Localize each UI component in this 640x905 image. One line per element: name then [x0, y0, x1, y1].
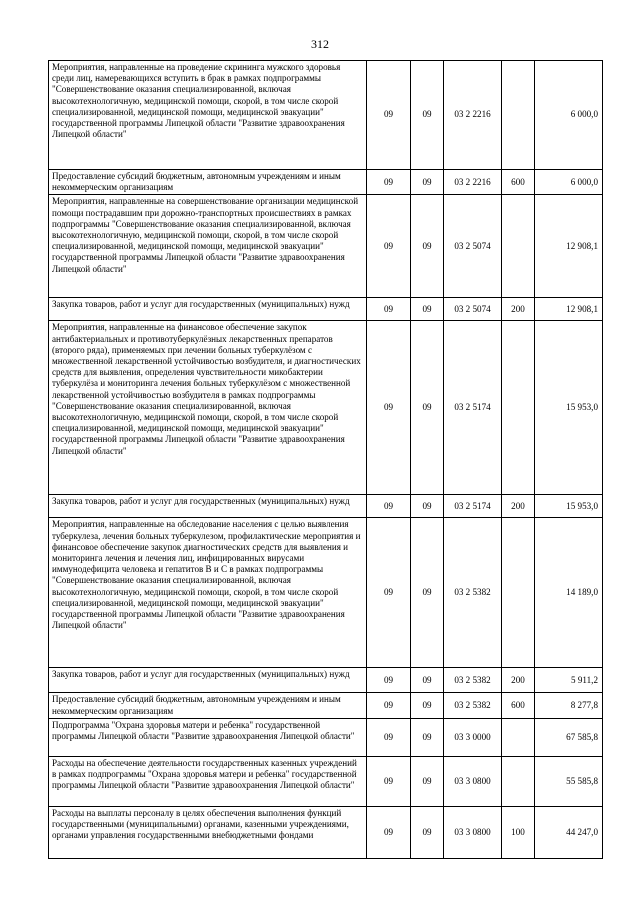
row-name-cell: Расходы на выплаты персоналу в целях обеспечения выполнения функций государственными (муниципальными) органами, казенными учреждениями, органами управления государственными внебюджетными фондами	[49, 806, 367, 858]
sum-cell: 55 585,8	[535, 756, 603, 806]
row-name-cell: Расходы на обеспечение деятельности государственных казенных учреждений в рамках подпрограммы "Охрана здоровья матери и ребенка" государственной программы Липецкой области "Развитие здравоохранения Липецкой области"	[49, 756, 367, 806]
podrazdel-cell: 09	[411, 806, 444, 858]
razdel-cell: 09	[367, 321, 411, 495]
razdel-cell: 09	[367, 61, 411, 170]
row-name-cell: Мероприятия, направленные на совершенствование организации медицинской помощи пострадавшим при дорожно-транспортных происшествиях в рамках подпрограммы "Совершенствование оказания специализированной, включая высокотехнологичную, медицинской помощи, скорой, в том числе скорой специализированной, медицинской помощи, медицинской эвакуации" государственной программы Липецкой области "Развитие здравоохранения Липецкой области"	[49, 195, 367, 298]
sum-cell: 6 000,0	[535, 170, 603, 195]
csr-cell: 03 2 5382	[444, 693, 502, 718]
vr-cell: 100	[502, 806, 535, 858]
sum-cell: 14 189,0	[535, 518, 603, 668]
vr-cell	[502, 718, 535, 756]
razdel-cell: 09	[367, 668, 411, 693]
row-name-cell: Закупка товаров, работ и услуг для государственных (муниципальных) нужд	[49, 495, 367, 518]
razdel-cell: 09	[367, 195, 411, 298]
row-name-cell: Мероприятия, направленные на финансовое обеспечение закупок антибактериальных и противотуберкулёзных лекарственных препаратов (второго ряда), применяемых при лечении больных туберкулёзом с множественной лекарственной устойчивостью возбудителя, и диагностических средств для выявления, определения чувствительности микобактерии туберкулёза и мониторинга лечения больных туберкулёзом с множественной лекарственной устойчивостью возбудителя в рамках подпрограммы "Совершенствование оказания специализированной, включая высокотехнологичную, медицинской помощи, скорой, в том числе скорой специализированной, медицинской помощи, медицинской эвакуации" государственной программы Липецкой области "Развитие здравоохранения Липецкой области"	[49, 321, 367, 495]
razdel-cell: 09	[367, 495, 411, 518]
vr-cell: 200	[502, 668, 535, 693]
vr-cell	[502, 756, 535, 806]
razdel-cell: 09	[367, 170, 411, 195]
sum-cell: 44 247,0	[535, 806, 603, 858]
podrazdel-cell: 09	[411, 61, 444, 170]
table-row	[49, 756, 603, 806]
table-row	[49, 668, 603, 693]
vr-cell	[502, 321, 535, 495]
csr-cell: 03 2 5174	[444, 321, 502, 495]
sum-cell: 15 953,0	[535, 321, 603, 495]
csr-cell: 03 2 5382	[444, 668, 502, 693]
csr-cell: 03 2 5074	[444, 298, 502, 321]
podrazdel-cell: 09	[411, 195, 444, 298]
row-name-cell: Закупка товаров, работ и услуг для государственных (муниципальных) нужд	[49, 668, 367, 693]
csr-cell: 03 3 0800	[444, 756, 502, 806]
row-name-cell: Мероприятия, направленные на обследование населения с целью выявления туберкулеза, лечения больных туберкулезом, профилактические мероприятия и финансовое обеспечение закупок диагностических средств для выявления и мониторинга лечения и лечения лиц, инфицированных вирусами иммунодефицита человека и гепатитов В и С в рамках подпрограммы "Совершенствование оказания специализированной, включая высокотехнологичную, медицинской помощи, скорой, в том числе скорой специализированной, медицинской помощи, медицинской эвакуации" государственной программы Липецкой области "Развитие здравоохранения Липецкой области"	[49, 518, 367, 668]
csr-cell: 03 2 2216	[444, 61, 502, 170]
podrazdel-cell: 09	[411, 756, 444, 806]
sum-cell: 5 911,2	[535, 668, 603, 693]
podrazdel-cell: 09	[411, 170, 444, 195]
podrazdel-cell: 09	[411, 298, 444, 321]
sum-cell: 67 585,8	[535, 718, 603, 756]
razdel-cell: 09	[367, 298, 411, 321]
table-row	[49, 806, 603, 858]
razdel-cell: 09	[367, 718, 411, 756]
podrazdel-cell: 09	[411, 321, 444, 495]
table-row	[49, 298, 603, 321]
table-row	[49, 195, 603, 298]
row-name-cell: Мероприятия, направленные на проведение скрининга мужского здоровья среди лиц, намеревающихся вступить в брак в рамках подпрограммы "Совершенствование оказания специализированной, включая высокотехнологичную, медицинской помощи, скорой, в том числе скорой специализированной, медицинской помощи, медицинской эвакуации" государственной программы Липецкой области "Развитие здравоохранения Липецкой области"	[49, 61, 367, 170]
table-row	[49, 718, 603, 756]
razdel-cell: 09	[367, 756, 411, 806]
sum-cell: 6 000,0	[535, 61, 603, 170]
row-name-cell: Подпрограмма "Охрана здоровья матери и ребенка" государственной программы Липецкой области "Развитие здравоохранения Липецкой области"	[49, 718, 367, 756]
csr-cell: 03 3 0800	[444, 806, 502, 858]
sum-cell: 12 908,1	[535, 195, 603, 298]
razdel-cell: 09	[367, 806, 411, 858]
sum-cell: 8 277,8	[535, 693, 603, 718]
razdel-cell: 09	[367, 518, 411, 668]
table-row	[49, 518, 603, 668]
sum-cell: 12 908,1	[535, 298, 603, 321]
row-name-cell: Предоставление субсидий бюджетным, автономным учреждениям и иным некоммерческим организациям	[49, 693, 367, 718]
csr-cell: 03 2 2216	[444, 170, 502, 195]
vr-cell: 600	[502, 170, 535, 195]
vr-cell	[502, 518, 535, 668]
sum-cell: 15 953,0	[535, 495, 603, 518]
csr-cell: 03 2 5074	[444, 195, 502, 298]
vr-cell: 200	[502, 495, 535, 518]
table-row	[49, 170, 603, 195]
table-row	[49, 321, 603, 495]
table-row	[49, 495, 603, 518]
podrazdel-cell: 09	[411, 718, 444, 756]
podrazdel-cell: 09	[411, 495, 444, 518]
vr-cell: 200	[502, 298, 535, 321]
page-number: 312	[311, 37, 329, 51]
podrazdel-cell: 09	[411, 668, 444, 693]
csr-cell: 03 2 5174	[444, 495, 502, 518]
csr-cell: 03 3 0000	[444, 718, 502, 756]
csr-cell: 03 2 5382	[444, 518, 502, 668]
podrazdel-cell: 09	[411, 693, 444, 718]
vr-cell	[502, 195, 535, 298]
podrazdel-cell: 09	[411, 518, 444, 668]
budget-table	[48, 60, 603, 859]
razdel-cell: 09	[367, 693, 411, 718]
row-name-cell: Предоставление субсидий бюджетным, автономным учреждениям и иным некоммерческим организациям	[49, 170, 367, 195]
vr-cell	[502, 61, 535, 170]
table-row	[49, 61, 603, 170]
vr-cell: 600	[502, 693, 535, 718]
row-name-cell: Закупка товаров, работ и услуг для государственных (муниципальных) нужд	[49, 298, 367, 321]
table-row	[49, 693, 603, 718]
